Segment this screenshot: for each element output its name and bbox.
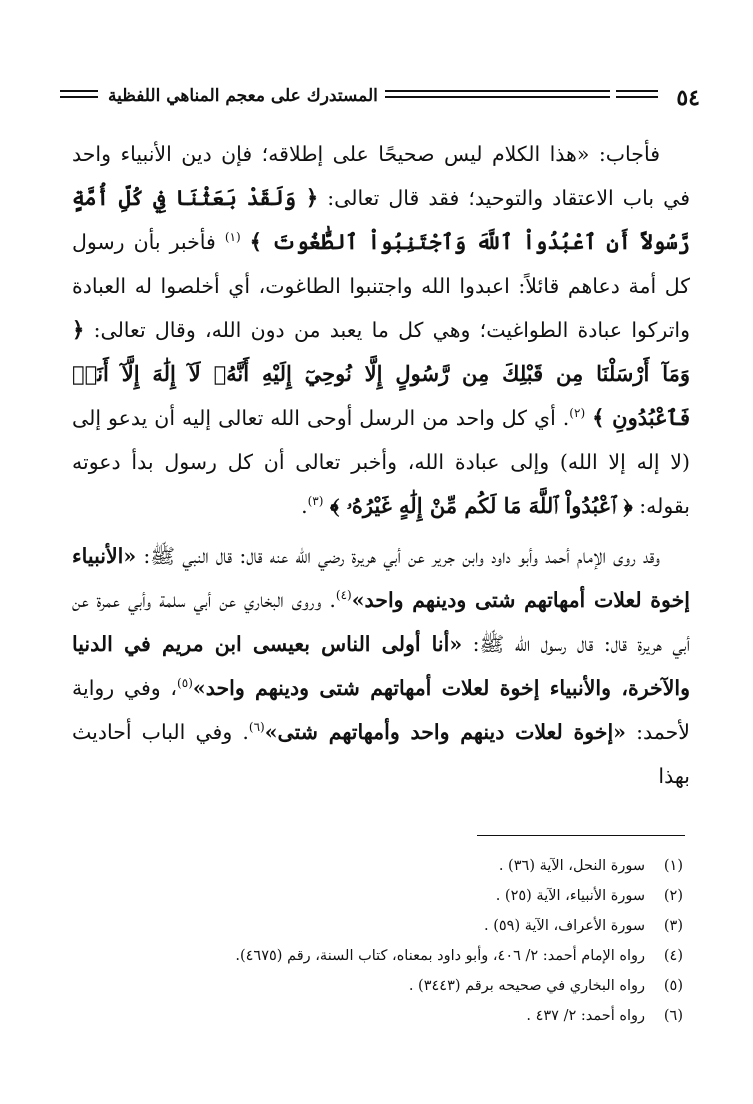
page-number: ٥٤: [676, 85, 700, 111]
footnote-number: (١): [663, 858, 683, 874]
footnote-ref-5: (٥): [177, 676, 193, 691]
footnote-number: (٢): [663, 888, 683, 904]
footnote-ref-3: (٣): [307, 494, 324, 509]
main-text: [72, 132, 690, 798]
footnote-ref-2: (٢): [569, 406, 586, 421]
running-title: المستدرك على معجم المناهي اللفظية: [108, 86, 378, 106]
footnote-item: [63, 971, 683, 1001]
header-double-rule-middle: [385, 90, 610, 98]
footnote-text: سورة الأعراف، الآية (٥٩) .: [484, 918, 645, 934]
footnote-ref-6: (٦): [248, 720, 265, 735]
hadith-quote-1: «الأنبياء إخوة لعلات أمهاتهم شتى ودينهم واحد»: [72, 544, 690, 612]
text-segment: .: [301, 494, 308, 518]
footnote-ref-4: (٤): [335, 588, 352, 603]
header-double-rule-right: [616, 90, 658, 98]
footnote-number: (٦): [663, 1008, 683, 1024]
footnote-text: سورة الأنبياء، الآية (٢٥) .: [495, 888, 645, 904]
text-segment: . أي كل واحد من الرسل أوحى الله تعالى إليه أن يدعو إلى (لا إله إلا الله) وإلى عبادة الله، وأخبر تعالى أن كل رسول بدأ دعوته بقوله:: [72, 406, 690, 518]
hadith-quote-2: «أنا أولى الناس بعيسى ابن مريم في الدنيا والآخرة، والأنبياء إخوة لعلات أمهاتهم شتى ودينهم واحد»: [72, 632, 690, 700]
text-segment: فأخبر بأن رسول كل أمة دعاهم قائلاً: اعبدوا الله واجتنبوا الطاغوت، أي أخلصوا له العبادة واتركوا عبادة الطواغيت؛ وهي كل ما يعبد من دون الله، وقال تعالى:: [72, 230, 690, 342]
text-segment: ، وفي رواية لأحمد:: [72, 676, 690, 744]
quran-verse-2: ﴿ وَمَآ أَرْسَلْنَا مِن قَبْلِكَ مِن رَّسُولٍ إِلَّا نُوحِيٓ إِلَيْهِ أَنَّهُۥ لَآ إِلَٰهَ إِلَّآ أَنَا۠ فَٱعْبُدُونِ ﴾: [72, 317, 690, 430]
footnote-ref-1: (١): [224, 230, 241, 245]
footnote-item: [63, 881, 683, 911]
footnote-separator: [477, 835, 685, 836]
footnote-number: (٣): [663, 918, 683, 934]
quran-verse-1: ﴿ وَلَقَدْ بَعَثْنَا فِي كُلِّ أُمَّةٍ رَّسُولاً أَنِ ٱعْبُدُواْ ٱللَّهَ وَٱجْتَنِبُواْ ٱلطَّٰغُوتَ ﴾: [72, 185, 690, 254]
footnote-number: (٥): [663, 978, 683, 994]
footnote-text: سورة النحل، الآية (٣٦) .: [498, 858, 645, 874]
quran-verse-3: ﴿ ٱعْبُدُواْ ٱللَّهَ مَا لَكُم مِّنْ إِلَٰهٍ غَيْرُهُۥ ﴾: [329, 493, 633, 518]
text-segment: . وروى البخاري عن أبي سلمة وأبي عمرة عن أبي هريرة قال: قال رسول الله ﷺ:: [72, 588, 690, 656]
header-double-rule-left: [60, 90, 98, 98]
hadith-quote-3: «إخوة لعلات دينهم واحد وأمهاتهم شتى»: [264, 720, 626, 744]
footnote-item: [63, 941, 683, 971]
paragraph-1: [72, 132, 690, 528]
footnote-text: رواه أحمد: ٢/ ٤٣٧ .: [526, 1008, 645, 1024]
footnote-text: رواه البخاري في صحيحه برقم (٣٤٤٣) .: [408, 978, 645, 994]
footnote-item: [63, 1001, 683, 1031]
text-segment: فأجاب: «هذا الكلام ليس صحيحًا على إطلاقه؛ فإن دين الأنبياء واحد في باب الاعتقاد والتوحيد؛ فقد قال تعالى:: [72, 142, 690, 210]
footnote-item: [63, 911, 683, 941]
footnotes-list: [63, 851, 683, 1031]
page-header: [60, 78, 700, 118]
footnote-number: (٤): [663, 948, 683, 964]
footnote-item: [63, 851, 683, 881]
text-segment: وقد روى الإمام أحمد وأبو داود وابن جرير عن أبي هريرة رضي الله عنه قال: قال النبي ﷺ:: [136, 544, 660, 568]
footnote-text: رواه الإمام أحمد: ٢/ ٤٠٦، وأبو داود بمعناه، كتاب السنة، رقم (٤٦٧٥).: [235, 948, 645, 964]
text-segment: . وفي الباب أحاديث بهذا: [72, 720, 690, 788]
paragraph-2: [72, 534, 690, 798]
